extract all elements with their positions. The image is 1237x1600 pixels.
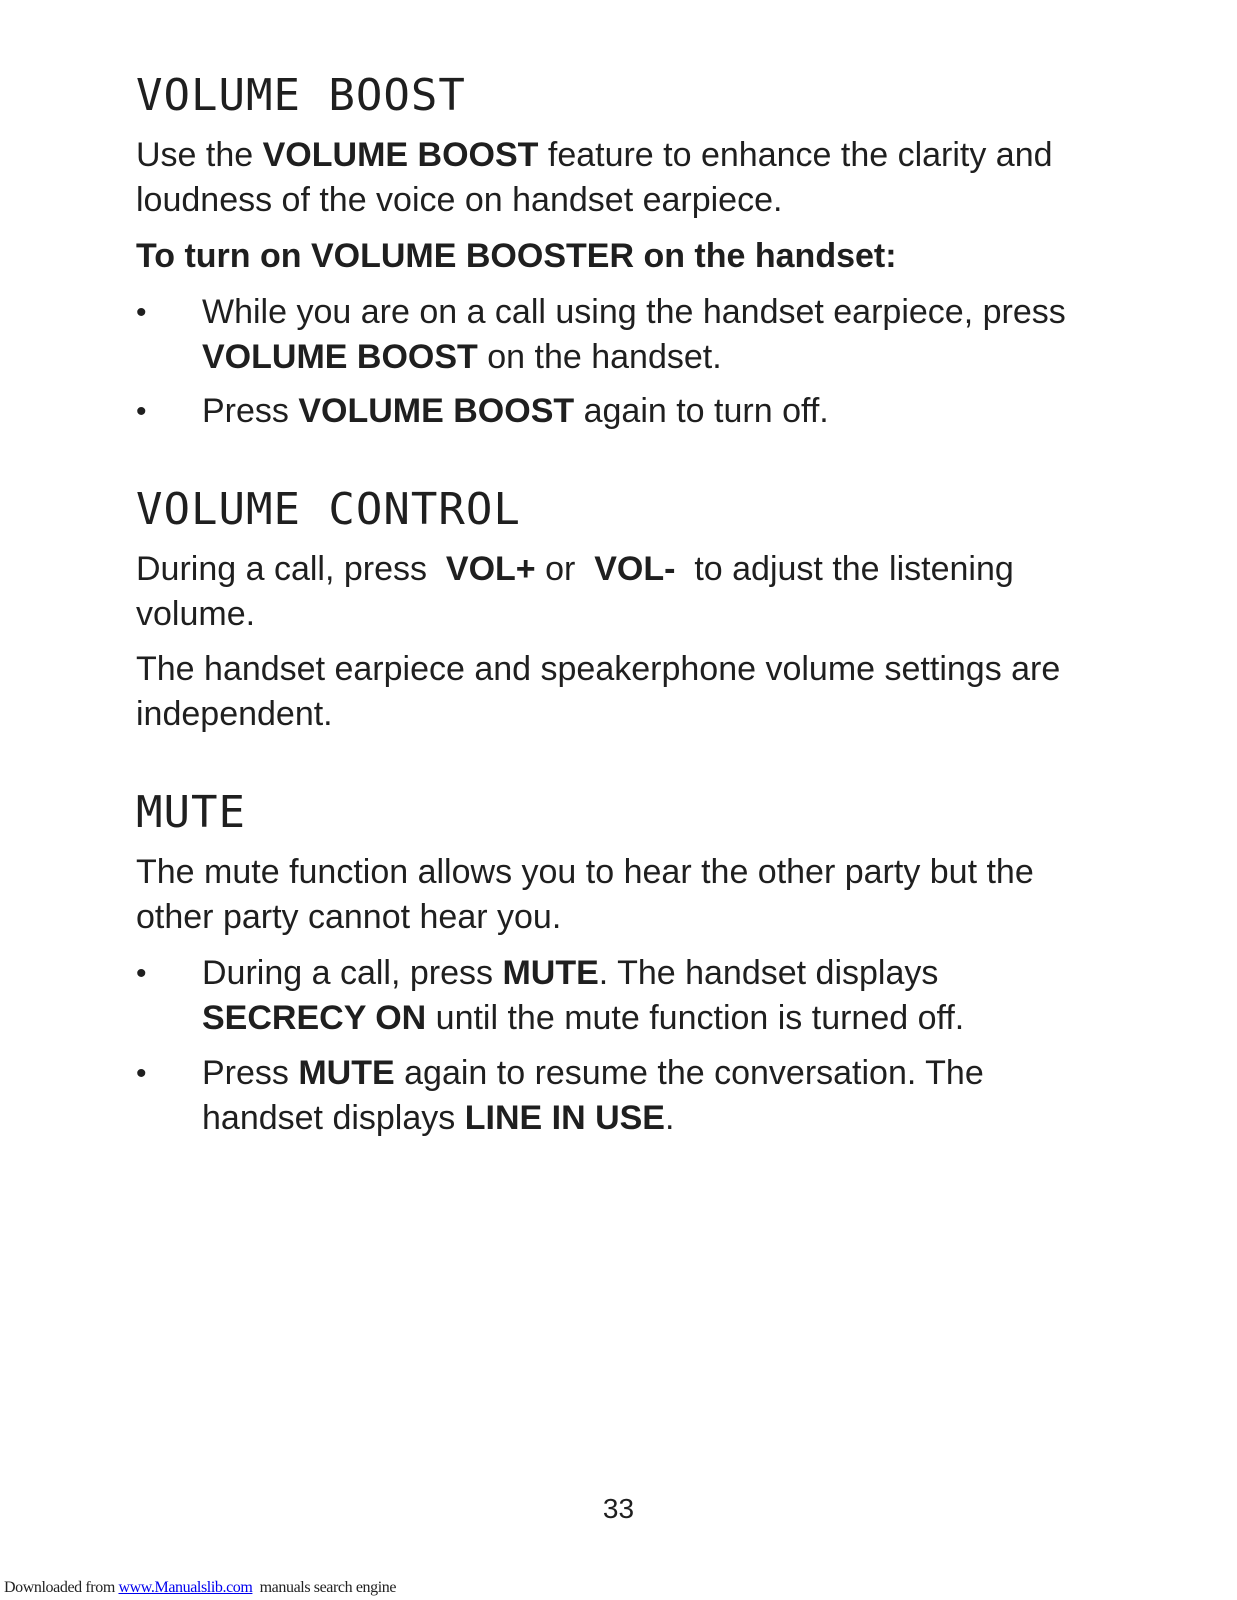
volume-control-p1: [136, 547, 1096, 637]
volume-boost-subheading: To turn on VOLUME BOOSTER on the handset:: [136, 237, 897, 275]
bullet-text-end: again to turn off.: [574, 392, 829, 430]
mute-heading: MUTE: [136, 787, 246, 838]
manualslib-link[interactable]: www.Manualslib.com: [118, 1579, 253, 1596]
bullet-icon: •: [136, 395, 147, 428]
bullet-icon: •: [136, 1057, 147, 1090]
footer-text-end: manuals search engine: [252, 1579, 397, 1596]
mute-term: MUTE: [502, 954, 599, 992]
bullet-icon: •: [136, 957, 147, 990]
bullet-text: [202, 290, 1102, 380]
bullet-text-end: .: [664, 1099, 675, 1137]
bullet-text-mid: . The handset displays: [598, 954, 939, 992]
bullet-icon: •: [136, 296, 147, 329]
intro-bold-term: VOLUME BOOST: [262, 136, 539, 174]
mute-term: MUTE: [298, 1054, 395, 1092]
line-in-use-term: LINE IN USE: [464, 1099, 665, 1137]
intro-text: Use the: [136, 136, 263, 174]
bullet-text-start: Press: [202, 392, 299, 430]
bullet-text-end: on the handset.: [477, 338, 722, 376]
footer-text: Downloaded from: [4, 1579, 119, 1596]
bullet-bold-term: VOLUME BOOST: [298, 392, 575, 430]
p1-text-start: During a call, press: [136, 550, 446, 588]
volume-control-p2: The handset earpiece and speakerphone volume settings are independent.: [136, 650, 1061, 733]
intro-text-end: feature to enhance the clarity and loudness of the voice on handset earpiece.: [136, 136, 1053, 219]
p1-text-mid: or: [535, 550, 595, 588]
volume-control-heading: VOLUME CONTROL: [136, 484, 521, 535]
bullet-text-start: Press: [202, 1054, 299, 1092]
bullet-text-start: During a call, press: [202, 954, 503, 992]
page-number: 33: [602, 1493, 635, 1524]
volume-boost-heading: VOLUME BOOST: [136, 70, 466, 121]
bullet-text: [202, 951, 1102, 1041]
bullet-text-end: until the mute function is turned off.: [426, 999, 965, 1037]
bullet-bold-term: VOLUME BOOST: [202, 338, 478, 376]
bullet-text: [202, 389, 1102, 434]
p1-text-end: to adjust the listening volume.: [136, 550, 1024, 633]
bullet-text-start: While you are on a call using the handset earpiece, press: [202, 293, 1066, 331]
vol-minus-term: VOL-: [594, 550, 676, 588]
mute-intro: The mute function allows you to hear the other party but the other party cannot hear you.: [136, 853, 1034, 936]
volume-boost-intro: [136, 133, 1096, 223]
bullet-text: [202, 1051, 1102, 1141]
secrecy-on-term: SECRECY ON: [202, 999, 427, 1037]
vol-plus-term: VOL+: [445, 550, 536, 588]
bullet-text-mid: again to resume the conversation. The handset displays: [202, 1054, 984, 1137]
download-footer: [4, 1579, 396, 1597]
